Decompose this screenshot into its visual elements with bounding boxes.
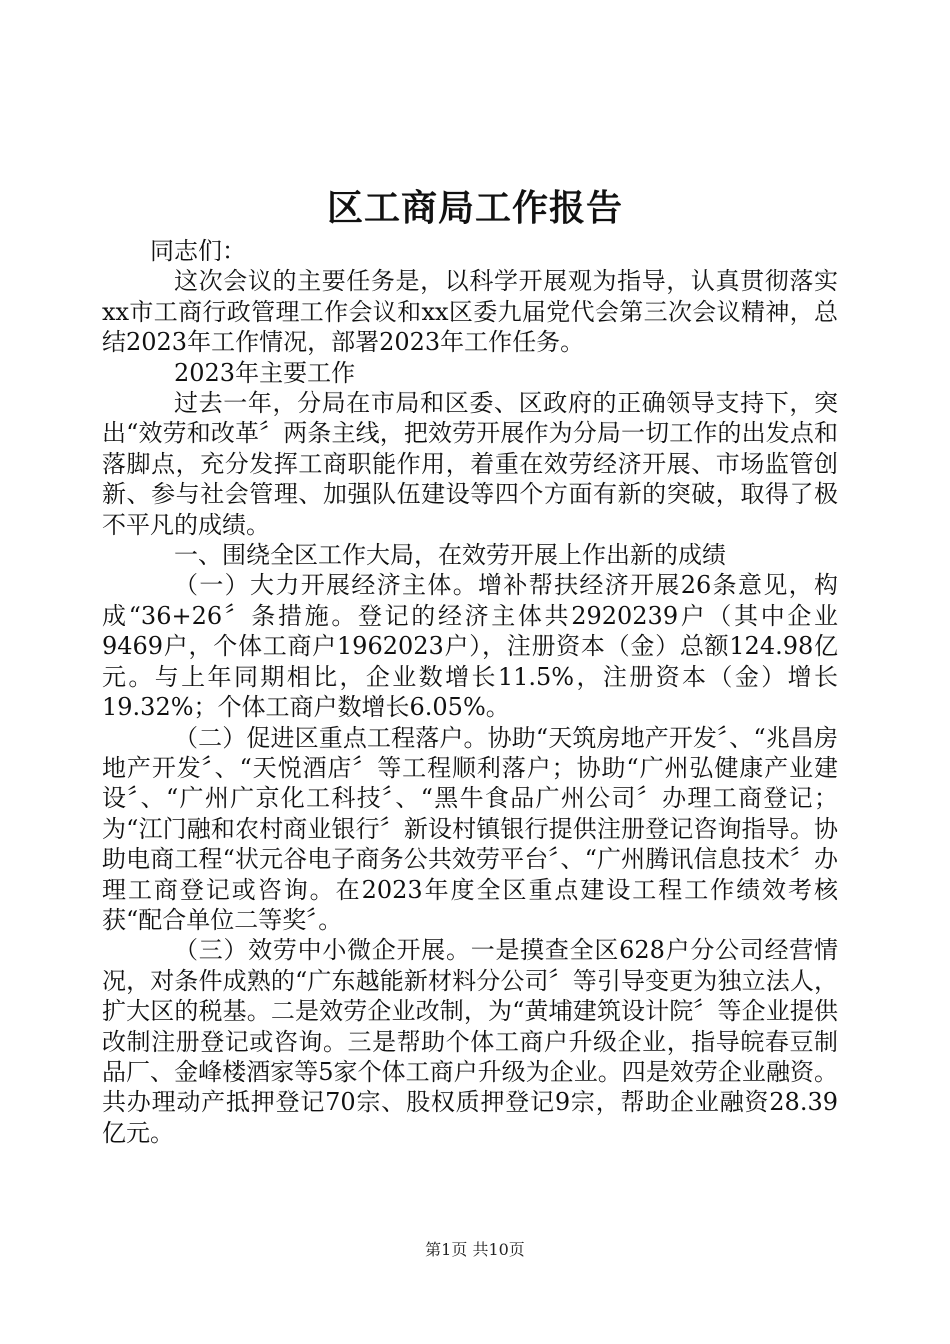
document-body [102, 236, 838, 1148]
section-heading-one: 一、围绕全区工作大局，在效劳开展上作出新的成绩 [174, 541, 726, 570]
paragraph-overview: 过去一年，分局在市局和区委、区政府的正确领导支持下，突出“效劳和改革〞两条主线，把效劳开展作为分局一切工作的出发点和落脚点，充分发挥工商职能作用，着重在效劳经济开展、市场监管创新、参与社会管理、加强队伍建设等四个方面有新的突破，取得了极不平凡的成绩。 [102, 389, 838, 539]
salutation: 同志们： [150, 237, 246, 265]
paragraph-intro: 这次会议的主要任务是，以科学开展观为指导，认真贯彻落实xx市工商行政管理工作会议和xx区委九届党代会第三次会议精神，总结2023年工作情况，部署2023年工作任务。 [102, 267, 838, 357]
paragraph-item-2: （二）促进区重点工程落户。协助“天筑房地产开发〞、“兆昌房地产开发〞、“天悦酒店〞等工程顺利落户；协助“广州弘健康产业建设〞、“广州广京化工科技〞、“黑牛食品广州公司〞办理工商登记；为“江门融和农村商业银行〞新设村镇银行提供注册登记咨询指导。协助电商工程“状元谷电子商务公共效劳平台〞、“广州腾讯信息技术〞办理工商登记或咨询。在2023年度全区重点建设工程工作绩效考核获“配合单位二等奖〞。 [102, 723, 838, 934]
page-footer: 第1页 共10页 [425, 1240, 525, 1259]
paragraph-item-3: （三）效劳中小微企开展。一是摸查全区628户分公司经营情况，对条件成熟的“广东越能新材料分公司〞等引导变更为独立法人，扩大区的税基。二是效劳企业改制，为“黄埔建筑设计院〞等企业提供改制注册登记或咨询。三是帮助个体工商户升级企业，指导皖春豆制品厂、金峰楼酒家等5家个体工商户升级为企业。四是效劳企业融资。共办理动产抵押登记70宗、股权质押登记9宗，帮助企业融资28.39亿元。 [102, 936, 838, 1147]
section-heading-main-work: 2023年主要工作 [174, 358, 356, 387]
paragraph-item-1: （一）大力开展经济主体。增补帮扶经济开展26条意见，构成“36+26〞条措施。登记的经济主体共2920239户（其中企业9469户，个体工商户1962023户），注册资本（金）总额124.98亿元。与上年同期相比，企业数增长11.5%，注册资本（金）增长19.32%；个体工商户数增长6.05%。 [102, 571, 838, 722]
document-title: 区工商局工作报告 [326, 187, 623, 229]
